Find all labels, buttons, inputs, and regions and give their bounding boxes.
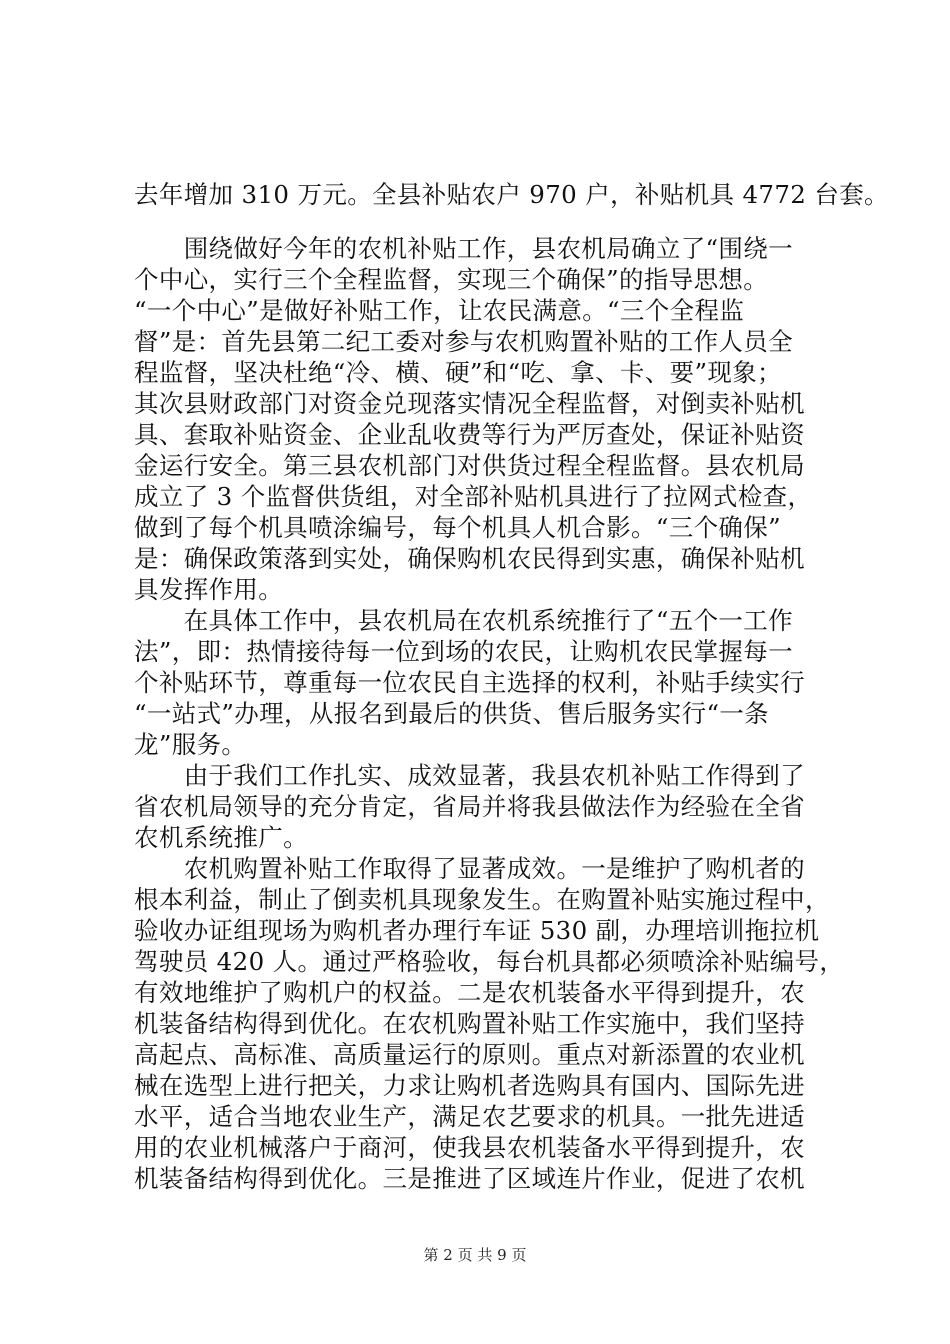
text-line: 农机购置补贴工作取得了显著成效。一是维护了购机者的 [134, 854, 805, 883]
text-line: 具发挥作用。 [134, 575, 284, 604]
text-line: 根本利益，制止了倒卖机具现象发生。在购置补贴实施过程中， [134, 885, 830, 914]
text-line: 其次县财政部门对资金兑现落实情况全程监督，对倒卖补贴机 [134, 389, 805, 418]
text-line: 高起点、高标准、高质量运行的原则。重点对新添置的农业机 [134, 1040, 805, 1069]
text-line: 机装备结构得到优化。三是推进了区域连片作业，促进了农机 [134, 1164, 805, 1193]
text-line: 个补贴环节，尊重每一位农民自主选择的权利，补贴手续实行 [134, 668, 805, 697]
text-line: 程监督，坚决杜绝“冷、横、硬”和“吃、拿、卡、要”现象； [134, 358, 782, 387]
text-line: 做到了每个机具喷涂编号，每个机具人机合影。“三个确保” [134, 513, 781, 542]
text-line: 个中心，实行三个全程监督，实现三个确保”的指导思想。 [134, 265, 769, 294]
text-line: 械在选型上进行把关，力求让购机者选购具有国内、国际先进 [134, 1071, 805, 1100]
text-line: 具、套取补贴资金、企业乱收费等行为严厉查处，保证补贴资 [134, 420, 805, 449]
text-line: 是：确保政策落到实处，确保购机农民得到实惠，确保补贴机 [134, 544, 805, 573]
text-line: 用的农业机械落户于商河，使我县农机装备水平得到提升，农 [134, 1133, 805, 1162]
text-line: 省农机局领导的充分肯定，省局并将我县做法作为经验在全省 [134, 792, 805, 821]
page-number-footer: 第 2 页 共 9 页 [423, 1246, 527, 1264]
text-line: 验收办证组现场为购机者办理行车证 530 副，办理培训拖拉机 [134, 916, 820, 945]
text-line: “一个中心”是做好补贴工作，让农民满意。“三个全程监 [134, 296, 745, 325]
text-line: 龙”服务。 [134, 730, 247, 759]
text-line: 成立了 3 个监督供货组，对全部补贴机具进行了拉网式检查， [134, 482, 813, 511]
text-line: 法”，即：热情接待每一位到场的农民，让购机农民掌握每一 [134, 637, 793, 666]
text-line: 驾驶员 420 人。通过严格验收，每台机具都必须喷涂补贴编号， [134, 947, 845, 976]
text-line: 有效地维护了购机户的权益。二是农机装备水平得到提升，农 [134, 978, 805, 1007]
text-line: 督”是：首先县第二纪工委对参与农机购置补贴的工作人员全 [134, 327, 793, 356]
text-line: 金运行安全。第三县农机部门对供货过程全程监督。县农机局 [134, 451, 805, 480]
text-line: 在具体工作中，县农机局在农机系统推行了“五个一工作 [134, 606, 793, 635]
text-line: 农机系统推广。 [134, 823, 308, 852]
text-line: 由于我们工作扎实、成效显著，我县农机补贴工作得到了 [134, 761, 805, 790]
text-line: 围绕做好今年的农机补贴工作，县农机局确立了“围绕一 [134, 234, 793, 263]
text-line: 去年增加 310 万元。全县补贴农户 970 户，补贴机具 4772 台套。 [134, 180, 889, 209]
text-line: 水平，适合当地农业生产，满足农艺要求的机具。一批先进适 [134, 1102, 805, 1131]
text-line: 机装备结构得到优化。在农机购置补贴工作实施中，我们坚持 [134, 1009, 805, 1038]
text-line: “一站式”办理，从报名到最后的供货、售后服务实行“一条 [134, 699, 770, 728]
